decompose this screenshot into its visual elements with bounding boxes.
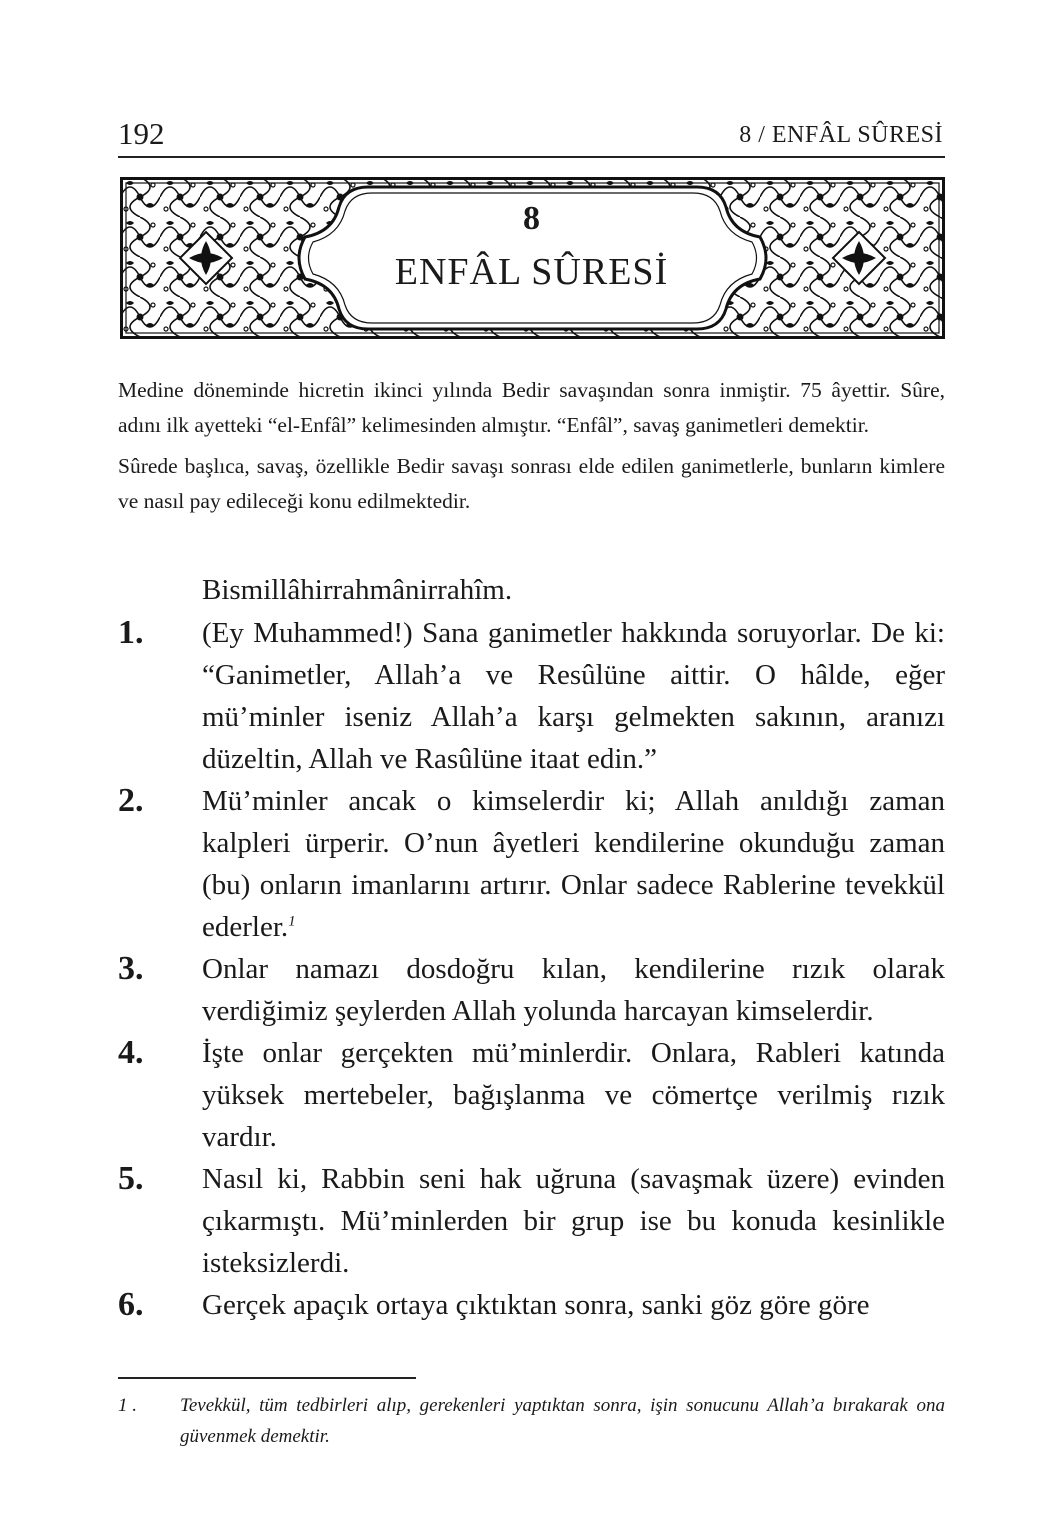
verse-text: Gerçek apaçık ortaya çıktıktan sonra, sanki göz göre göre [202,1289,870,1321]
surah-title: ENFÂL SÛRESİ [394,251,669,293]
verse [118,948,945,1032]
surah-number: 8 [523,200,540,237]
page-number: 192 [118,116,165,151]
verse [118,1158,945,1284]
verse-text: Nasıl ki, Rabbin seni hak uğruna (savaşmak üzere) evinden çıkarmıştı. Mü’minlerden bir grup ise bu konuda kesinlikle isteksizlerdi. [202,1163,945,1279]
footnote-text: Tevekkül, tüm tedbirleri alıp, gerekenleri yaptıktan sonra, işin sonucunu Allah’a bırakarak ona güvenmek demektir. [180,1395,945,1447]
verse-number: 2. [118,782,144,819]
footnote [118,1390,945,1452]
verse-list [118,612,945,1326]
footnote-number: 1 . [118,1395,137,1416]
verse-text: (Ey Muhammed!) Sana ganimetler hakkında soruyorlar. De ki: “Ganimetler, Allah’a ve Resûlüne aittir. O hâlde, eğer mü’minler iseniz Allah’a karşı gelmekten sakının, aranızı düzeltin, Allah ve Rasûlüne itaat edin.” [202,617,945,775]
verse-text: Onlar namazı dosdoğru kılan, kendilerine rızık olarak verdiğimiz şeylerden Allah yolunda harcayan kimselerdir. [202,953,945,1027]
footnote-reference: 1 [288,913,296,930]
verse-text: Mü’minler ancak o kimselerdir ki; Allah anıldığı zaman kalpleri ürperir. O’nun âyetleri kendilerine okunduğu zaman (bu) onların imanlarını artırır. Onlar sadece Rablerine tevekkül ederler. [202,785,945,943]
verse-number: 5. [118,1160,144,1197]
verse-number: 6. [118,1286,144,1323]
intro-text [118,373,945,519]
basmala: Bismillâhirrahmânirrahîm. [202,574,513,606]
footnote-rule [118,1377,416,1379]
verse-number: 4. [118,1034,144,1071]
verse [118,1284,945,1326]
intro-paragraph-2: Sûrede başlıca, savaş, özellikle Bedir savaşı sonrası elde edilen ganimetlerle, bunların kimlere ve nasıl pay edileceği konu edilmektedir. [118,454,945,513]
running-title: 8 / ENFÂL SÛRESİ [739,122,943,148]
verse [118,780,945,948]
verse-number: 1. [118,614,144,651]
header-rule [118,156,945,158]
verse [118,612,945,780]
intro-paragraph-1: Medine döneminde hicretin ikinci yılında Bedir savaşından sonra inmiştir. 75 âyettir. Sûre, adını ilk ayetteki “el-Enfâl” kelimesinden almıştır. “Enfâl”, savaş ganimetleri demektir. [118,378,945,437]
verse [118,1032,945,1158]
verse-text: İşte onlar gerçekten mü’minlerdir. Onlara, Rableri katında yüksek mertebeler, bağışlanma ve cömertçe verilmiş rızık vardır. [202,1037,945,1153]
verse-number: 3. [118,950,144,987]
